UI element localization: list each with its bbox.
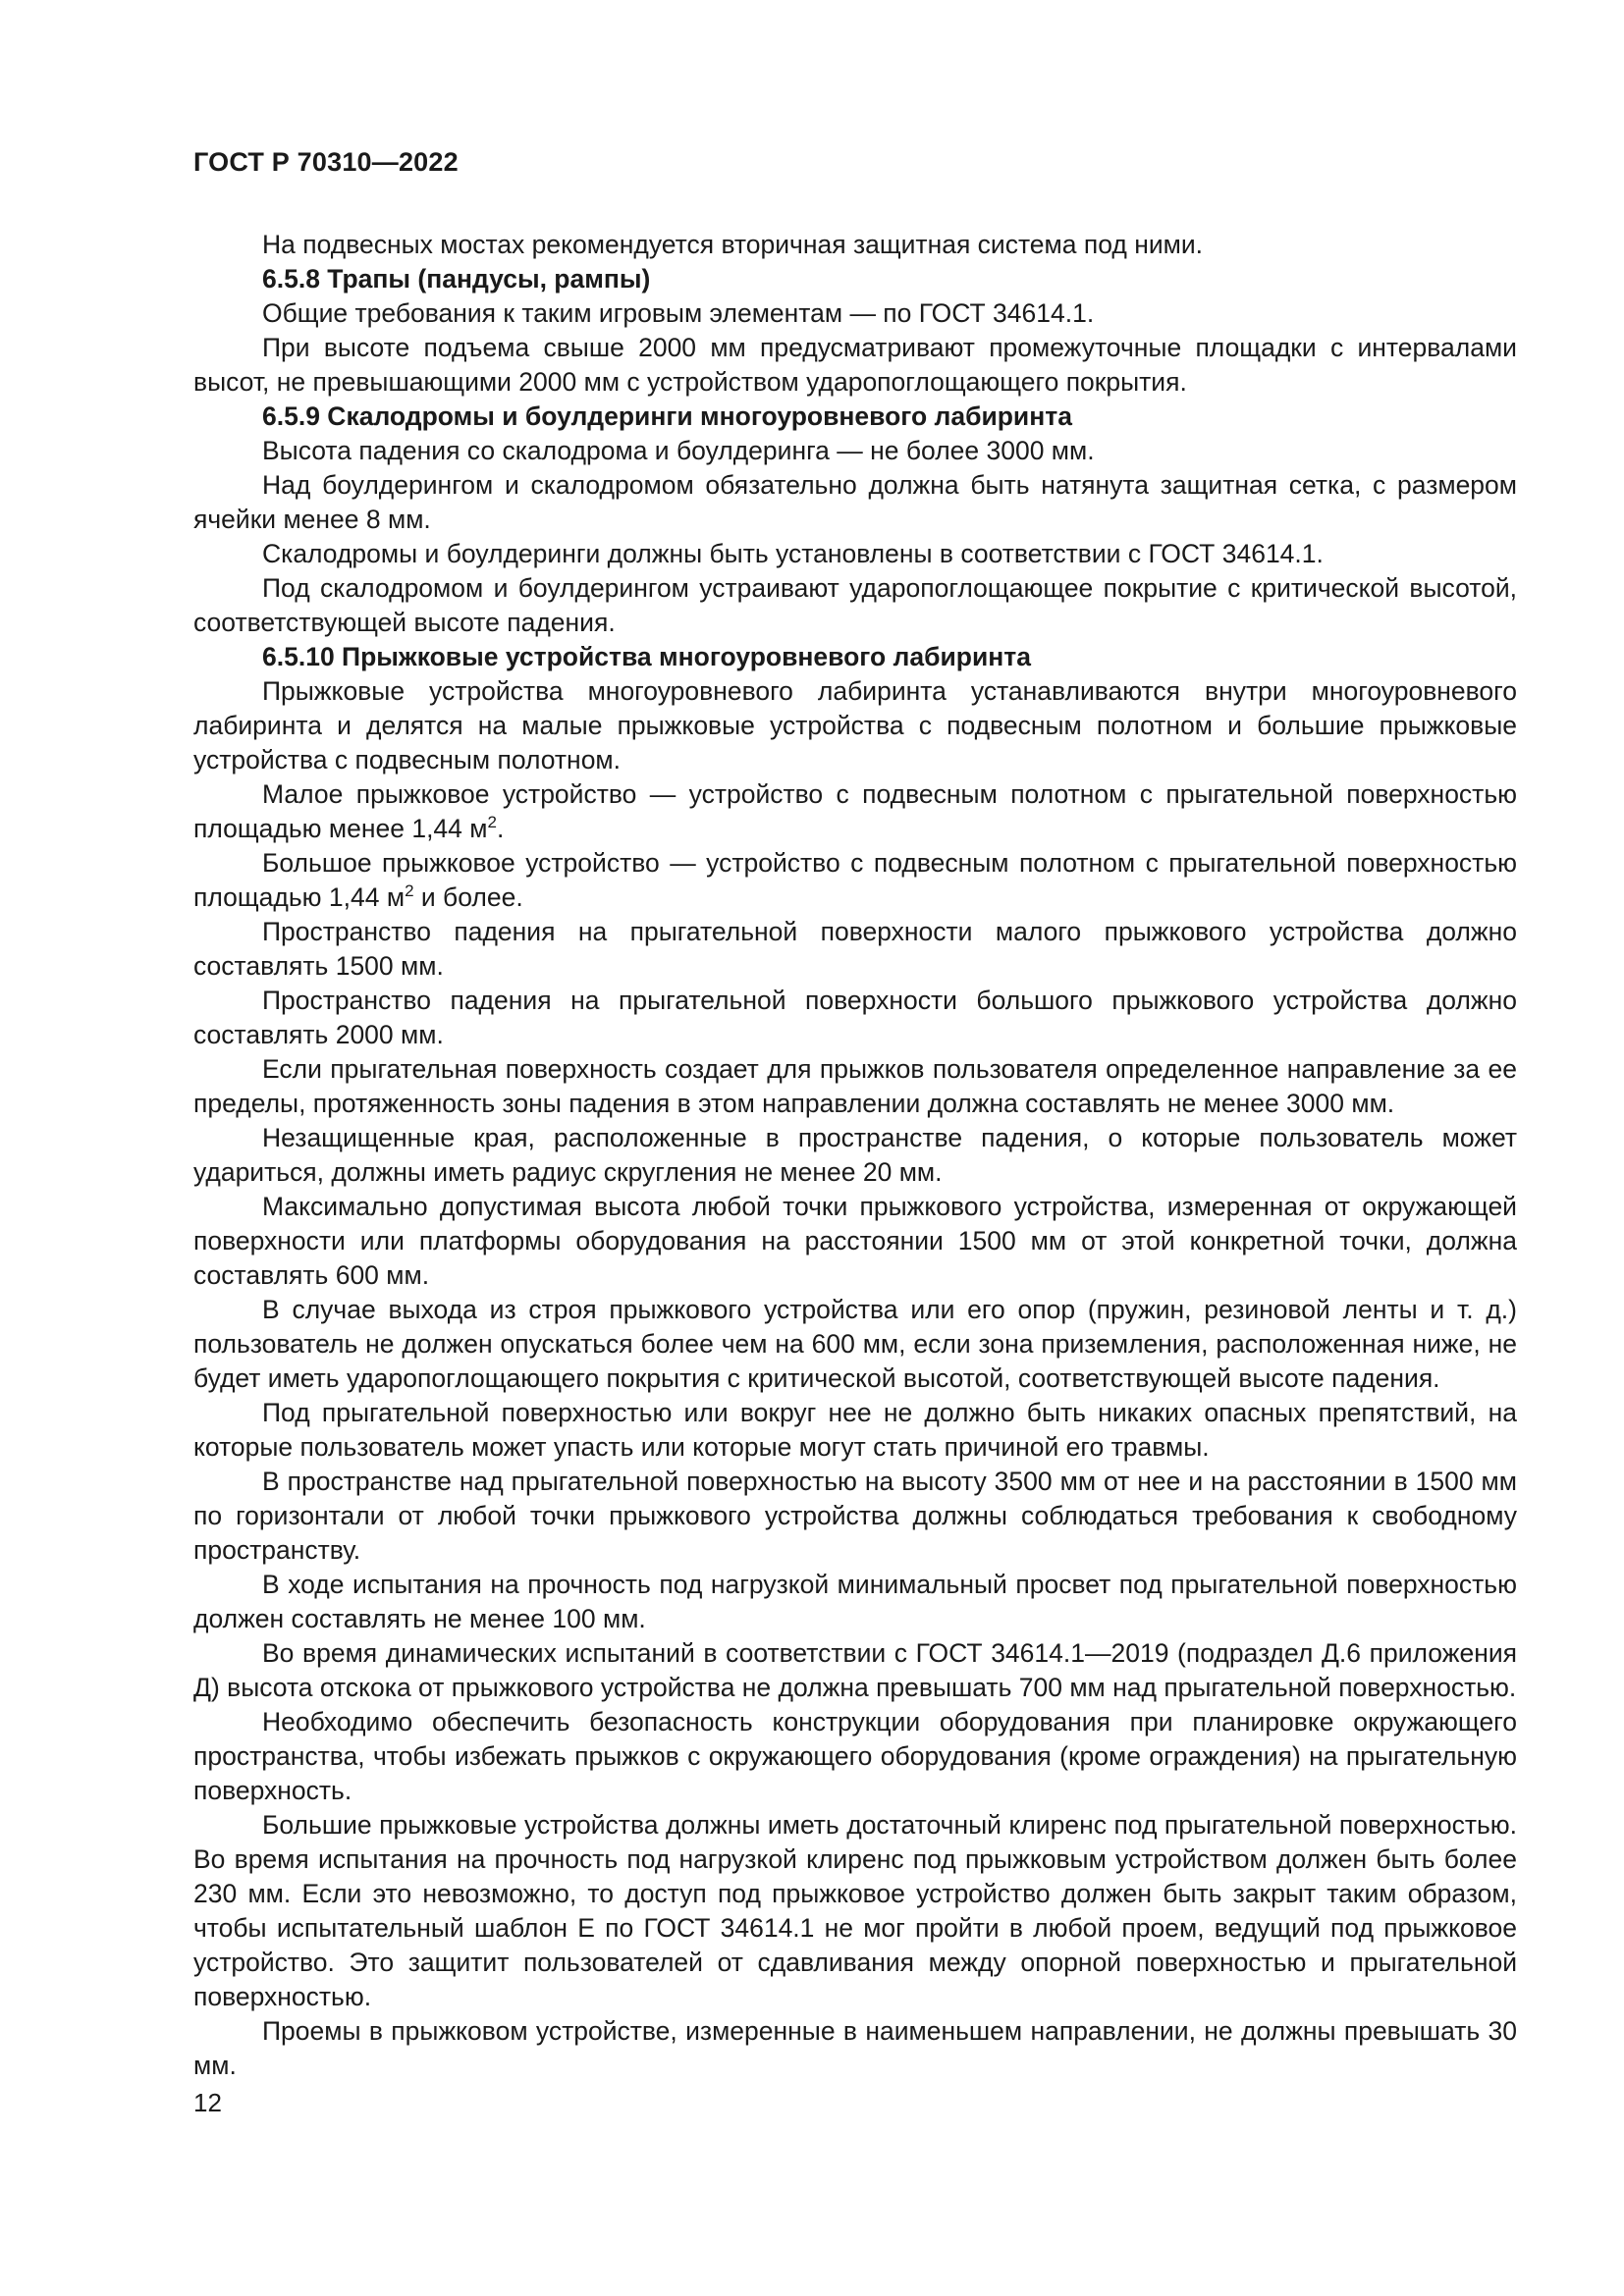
paragraph: Прыжковые устройства многоуровневого лабиринта устанавливаются внутри многоуровневого лабиринта и делятся на малые прыжковые устройства с подвесным полотном и большие прыжковые устройства с подвесным полотном. — [193, 676, 1517, 774]
paragraph: Если прыгательная поверхность создает для прыжков пользователя определенное направление за ее пределы, протяженность зоны падения в этом направлении должна составлять не менее 3000 мм. — [193, 1054, 1517, 1118]
paragraph: Под прыгательной поверхностью или вокруг нее не должно быть никаких опасных препятствий, на которые пользователь может упасть или которые могут стать причиной его травмы. — [193, 1398, 1517, 1462]
section-heading: 6.5.9 Скалодромы и боулдеринги многоуровневого лабиринта — [262, 401, 1072, 431]
paragraph: Необходимо обеспечить безопасность конструкции оборудования при планировке окружающего пространства, чтобы избежать прыжков с окружающего оборудования (кроме ограждения) на прыгательную поверхность. — [193, 1707, 1517, 1805]
document-body — [193, 228, 1517, 2083]
paragraph: Общие требования к таким игровым элементам — по ГОСТ 34614.1. — [262, 298, 1095, 328]
paragraph: Пространство падения на прыгательной поверхности большого прыжкового устройства должно составлять 2000 мм. — [193, 986, 1517, 1049]
document-header: ГОСТ Р 70310—2022 — [193, 147, 459, 177]
paragraph: Над боулдерингом и скалодромом обязательно должна быть натянута защитная сетка, с размером ячейки менее 8 мм. — [193, 470, 1517, 534]
page-number: 12 — [193, 2088, 222, 2117]
paragraph: В ходе испытания на прочность под нагрузкой минимальный просвет под прыгательной поверхностью должен составлять не менее 100 мм. — [193, 1570, 1517, 1633]
paragraph: Пространство падения на прыгательной поверхности малого прыжкового устройства должно составлять 1500 мм. — [193, 917, 1517, 981]
paragraph: Большие прыжковые устройства должны иметь достаточный клиренс под прыгательной поверхностью. Во время испытания на прочность под нагрузкой клиренс под прыжковым устройством должен быть более 230 мм. Если это невозможно, то доступ под прыжковое устройство должен быть закрыт таким образом, чтобы испытательный шаблон E по ГОСТ 34614.1 не мог пройти в любой проем, ведущий под прыжковое устройство. Это защитит пользователей от сдавливания между опорной поверхностью и прыгательной поверхностью. — [193, 1810, 1517, 2011]
paragraph: Незащищенные края, расположенные в пространстве падения, о которые пользователь может удариться, должны иметь радиус скругления не менее 20 мм. — [193, 1123, 1517, 1187]
paragraph: Под скалодромом и боулдерингом устраивают ударопоглощающее покрытие с критической высотой, соответствующей высоте падения. — [193, 573, 1517, 637]
paragraph: В пространстве над прыгательной поверхностью на высоту 3500 мм от нее и на расстоянии в 1500 мм по горизонтали от любой точки прыжкового устройства должны соблюдаться требования к свободному пространству. — [193, 1467, 1517, 1565]
paragraph-text-end: . — [496, 814, 505, 843]
paragraph: Высота падения со скалодрома и боулдеринга — не более 3000 мм. — [262, 436, 1095, 465]
superscript: 2 — [487, 813, 497, 831]
paragraph: На подвесных мостах рекомендуется вторичная защитная система под ними. — [262, 230, 1204, 259]
superscript: 2 — [405, 881, 414, 900]
section-heading: 6.5.10 Прыжковые устройства многоуровневого лабиринта — [262, 642, 1031, 671]
paragraph: При высоте подъема свыше 2000 мм предусматривают промежуточные площадки с интервалами высот, не превышающими 2000 мм с устройством ударопоглощающего покрытия. — [193, 333, 1517, 397]
paragraph: Максимально допустимая высота любой точки прыжкового устройства, измеренная от окружающей поверхности или платформы оборудования на расстоянии 1500 мм от этой конкретной точки, должна составлять 600 мм. — [193, 1192, 1517, 1290]
paragraph-with-superscript — [193, 846, 1517, 915]
paragraph-with-superscript — [193, 777, 1517, 846]
paragraph-text: Большое прыжковое устройство — устройство с подвесным полотном с прыгательной поверхностью площадью 1,44 м — [193, 848, 1517, 912]
paragraph-text-end: и более. — [413, 882, 523, 912]
section-heading: 6.5.8 Трапы (пандусы, рампы) — [262, 264, 651, 294]
paragraph-text: Малое прыжковое устройство — устройство с подвесным полотном с прыгательной поверхностью площадью менее 1,44 м — [193, 779, 1517, 843]
paragraph: Скалодромы и боулдеринги должны быть установлены в соответствии с ГОСТ 34614.1. — [262, 539, 1324, 568]
paragraph: Проемы в прыжковом устройстве, измеренные в наименьшем направлении, не должны превышать 30 мм. — [193, 2016, 1517, 2080]
paragraph: В случае выхода из строя прыжкового устройства или его опор (пружин, резиновой ленты и т. д.) пользователь не должен опускаться более чем на 600 мм, если зона приземления, расположенная ниже, не будет иметь ударопоглощающего покрытия с критической высотой, соответствующей высоте падения. — [193, 1295, 1517, 1393]
paragraph: Во время динамических испытаний в соответствии с ГОСТ 34614.1—2019 (подраздел Д.6 приложения Д) высота отскока от прыжкового устройства не должна превышать 700 мм над прыгательной поверхностью. — [193, 1638, 1517, 1702]
